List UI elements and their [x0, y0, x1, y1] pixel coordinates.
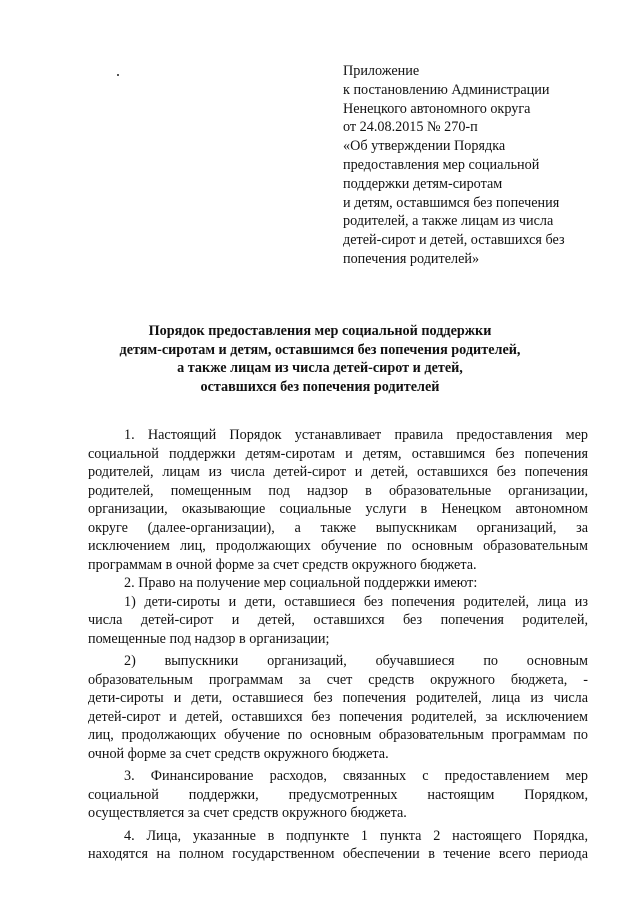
document-body — [88, 426, 588, 864]
appendix-line: от 24.08.2015 № 270-п — [343, 119, 478, 136]
body-line: исключением лиц, продолжающих обучение по основным образовательным — [88, 538, 588, 554]
paragraph-3 — [88, 767, 588, 823]
body-line: 1) дети-сироты и дети, оставшиеся без попечения родителей, лица из — [124, 593, 588, 610]
body-line: дети-сироты и дети, оставшиеся без попечения родителей, лица из числа — [88, 690, 588, 706]
appendix-line: «Об утверждении Порядка — [343, 138, 506, 155]
body-line: осуществляется за счет средств окружного бюджета. — [88, 805, 407, 821]
body-line: родителей, лицам из числа детей-сирот и детей, оставшихся без попечения — [88, 464, 588, 480]
appendix-line: Приложение — [343, 63, 420, 79]
title-line: Порядок предоставления мер социальной поддержки — [148, 323, 492, 339]
body-line: родителей, помещенным под надзор в образовательные организации, — [88, 482, 588, 499]
body-line: социальной поддержки детям-сиротам и детям, оставшимся без попечения — [88, 445, 588, 462]
appendix-line: и детям, оставшимся без попечения — [343, 194, 560, 211]
paragraph-1 — [88, 426, 588, 574]
appendix-line: детей-сирот и детей, оставшихся без — [343, 232, 565, 249]
scan-artifact-dot — [117, 74, 119, 76]
body-line: образовательным программам за счет средств окружного бюджета, - — [88, 671, 588, 688]
document-title — [60, 322, 580, 396]
paragraph-2 — [88, 574, 588, 593]
body-line: лиц, продолжающих обучение по основным образовательным программам по — [88, 727, 588, 743]
body-line: 4. Лица, указанные в подпункте 1 пункта 2 настоящего Порядка, — [124, 827, 588, 844]
paragraph-2-1 — [88, 593, 588, 649]
appendix-line: попечения родителей» — [343, 250, 480, 267]
title-line: детям-сиротам и детям, оставшимся без попечения родителей, — [119, 341, 521, 358]
body-line: округе (далее-организации), а также выпускникам организаций, за — [88, 519, 588, 536]
appendix-line: к постановлению Администрации — [343, 81, 550, 98]
appendix-line: поддержки детям-сиротам — [343, 175, 503, 192]
appendix-line: родителей, а также лицам из числа — [343, 213, 554, 230]
title-line: а также лицам из числа детей-сирот и детей, — [177, 360, 463, 377]
paragraph-4 — [88, 827, 588, 864]
body-line: находятся на полном государственном обеспечении в течение всего периода — [88, 846, 588, 862]
body-line: детей-сирот и детей, оставшихся без попечения родителей, за исключением — [88, 708, 588, 725]
body-line: 1. Настоящий Порядок устанавливает правила предоставления мер — [124, 427, 588, 443]
body-line: организации, оказывающие социальные услуги в Ненецком автономном — [88, 501, 588, 517]
body-line: 2) выпускники организаций, обучавшиеся по основным — [124, 653, 588, 669]
body-line: числа детей-сирот и детей, оставшихся без попечения родителей, — [88, 612, 588, 628]
appendix-line: Ненецкого автономного округа — [343, 100, 531, 117]
appendix-line: предоставления мер социальной — [343, 156, 540, 173]
paragraph-2-2 — [88, 652, 588, 763]
body-line: очной форме за счет средств окружного бюджета. — [88, 745, 389, 762]
body-line: помещенные под надзор в организации; — [88, 630, 330, 647]
body-line: социальной поддержки, предусмотренных настоящим Порядком, — [88, 786, 588, 803]
body-line: 3. Финансирование расходов, связанных с предоставлением мер — [124, 768, 588, 784]
appendix-header — [343, 62, 623, 269]
title-line: оставшихся без попечения родителей — [200, 378, 440, 395]
body-line: программам в очной форме за счет средств окружного бюджета. — [88, 556, 477, 573]
body-line: 2. Право на получение мер социальной поддержки имеют: — [124, 575, 478, 591]
